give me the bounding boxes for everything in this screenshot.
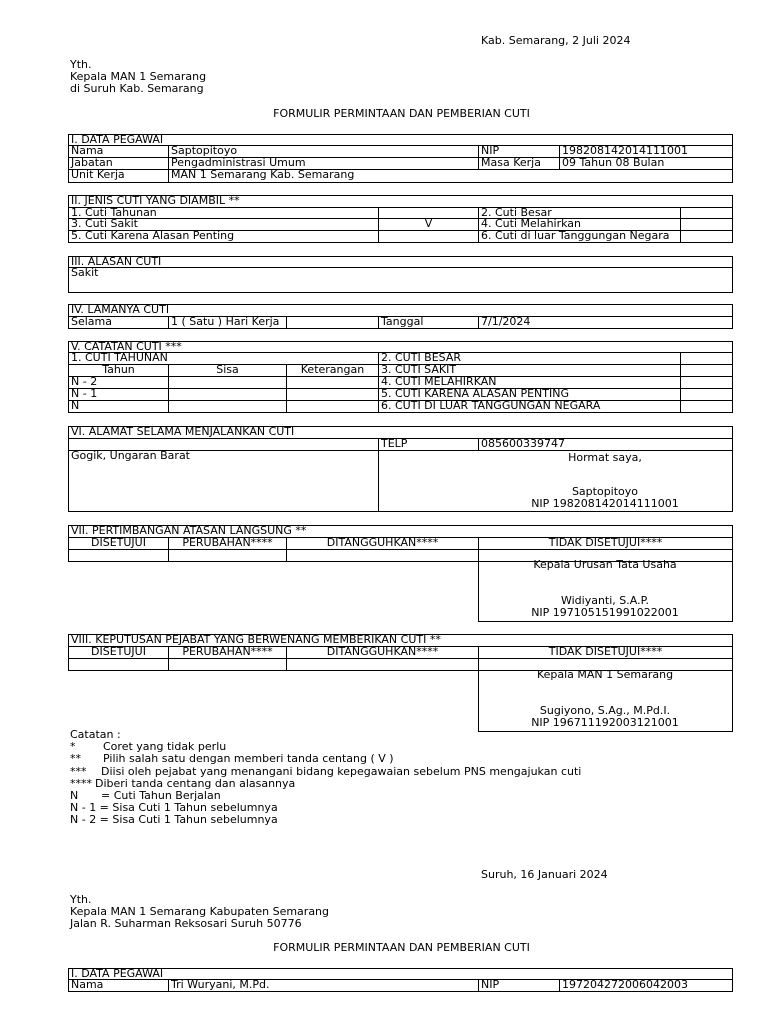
col-disetujui: DISETUJUI <box>68 646 169 659</box>
section-4-header: IV. LAMANYA CUTI <box>68 304 733 317</box>
row-n-sisa <box>168 400 287 413</box>
value-nama: Saptopitoyo <box>168 145 479 158</box>
check-disetujui[interactable] <box>68 658 169 671</box>
value-tanggal: 7/1/2024 <box>478 316 733 329</box>
note-mark: ** <box>70 752 81 765</box>
label-nip: NIP <box>478 145 560 158</box>
label-unit-kerja: Unit Kerja <box>68 169 169 183</box>
col-sisa: Sisa <box>168 364 287 377</box>
check-perubahan[interactable] <box>168 658 287 671</box>
option-cuti-tahunan: 1. Cuti Tahunan <box>68 207 379 219</box>
blank-cell <box>286 316 379 329</box>
note-text: Diisi oleh pejabat yang menangani bidang kepegawaian sebelum PNS mengajukan cuti <box>101 765 582 778</box>
catatan-cuti-luar-tanggungan: 6. CUTI DI LUAR TANGGUNGAN NEGARA <box>378 400 681 413</box>
check-ditangguhkan[interactable] <box>286 658 479 671</box>
note-text: Pilih salah satu dengan memberi tanda centang ( V ) <box>103 752 394 765</box>
value-jabatan: Pengadministrasi Umum <box>168 157 479 170</box>
option-cuti-alasan-penting: 5. Cuti Karena Alasan Penting <box>68 230 379 243</box>
section-3-header: III. ALASAN CUTI <box>68 256 733 268</box>
form-title: FORMULIR PERMINTAAN DAN PEMBERIAN CUTI <box>273 107 530 120</box>
option-cuti-luar-tanggungan: 6. Cuti di luar Tanggungan Negara <box>478 230 681 243</box>
catatan-cuti-sakit: 3. CUTI SAKIT <box>378 364 681 377</box>
option-cuti-melahirkan: 4. Cuti Melahirkan <box>478 218 681 231</box>
check-ditangguhkan[interactable] <box>286 549 479 562</box>
note-mark: * <box>70 740 76 753</box>
note-mark: *** <box>70 765 87 778</box>
recipient-yth: Yth. <box>70 58 92 71</box>
note-text: N - 2 = Sisa Cuti 1 Tahun sebelumnya <box>70 813 278 826</box>
section-5-header: V. CATATAN CUTI *** <box>68 341 733 353</box>
check-cuti-luar-tanggungan[interactable] <box>680 230 733 243</box>
label-tanggal: Tanggal <box>378 316 479 329</box>
col-tahun: Tahun <box>68 364 169 377</box>
catatan-cuti-melahirkan: 4. CUTI MELAHIRKAN <box>378 376 681 389</box>
recipient-name: Kepala MAN 1 Semarang Kabupaten Semarang <box>70 905 330 918</box>
label-nip: NIP <box>478 979 560 992</box>
value-nip: 198208142014111001 <box>559 145 733 158</box>
section-1-header: I. DATA PEGAWAI <box>68 134 733 146</box>
col-perubahan: PERUBAHAN**** <box>168 646 287 659</box>
sign-nip-pegawai: NIP 198208142014111001 <box>531 497 679 510</box>
sign-name-pegawai: Saptopitoyo <box>571 485 639 498</box>
col-disetujui: DISETUJUI <box>68 537 169 550</box>
check-cuti-sakit[interactable]: V <box>378 218 479 231</box>
place-date: Kab. Semarang, 2 Juli 2024 <box>481 34 631 47</box>
note-text: Coret yang tidak perlu <box>103 740 227 753</box>
note-mark: **** <box>70 777 92 790</box>
recipient-address: Jalan R. Suharman Reksosari Suruh 50776 <box>70 917 302 930</box>
note-text: = Cuti Tahun Berjalan <box>101 789 221 802</box>
col-tidak-disetujui: TIDAK DISETUJUI**** <box>478 537 733 550</box>
catatan-cuti-alasan-penting: 5. CUTI KARENA ALASAN PENTING <box>378 388 681 401</box>
row-n-ket <box>286 400 379 413</box>
section-1-header: I. DATA PEGAWAI <box>68 968 733 980</box>
value-selama: 1 ( Satu ) Hari Kerja <box>168 316 287 329</box>
catatan-cuti-besar: 2. CUTI BESAR <box>378 352 681 365</box>
catatan-cuti-luar-tanggungan-value <box>680 400 733 413</box>
check-perubahan[interactable] <box>168 549 287 562</box>
sign-title-pegawai: Hormat saya, <box>568 451 642 464</box>
value-nama: Tri Wuryani, M.Pd. <box>168 979 479 992</box>
option-cuti-sakit: 3. Cuti Sakit <box>68 218 379 231</box>
sign-nip-atasan: NIP 197105151991022001 <box>531 606 679 619</box>
sign-name-pejabat: Sugiyono, S.Ag., M.Pd.I. <box>539 704 671 717</box>
section-7-header: VII. PERTIMBANGAN ATASAN LANGSUNG ** <box>68 525 733 538</box>
col-ditangguhkan: DITANGGUHKAN**** <box>286 646 479 659</box>
section-8-header: VIII. KEPUTUSAN PEJABAT YANG BERWENANG MEMBERIKAN CUTI ** <box>68 634 733 647</box>
value-alamat[interactable]: Gogik, Ungaran Barat <box>68 450 379 512</box>
label-masa-kerja: Masa Kerja <box>478 157 560 170</box>
place-date: Suruh, 16 Januari 2024 <box>481 868 608 881</box>
value-unit-kerja: MAN 1 Semarang Kab. Semarang <box>168 169 733 183</box>
col-ditangguhkan: DITANGGUHKAN**** <box>286 537 479 550</box>
label-jabatan: Jabatan <box>68 157 169 170</box>
col-keterangan: Keterangan <box>286 364 379 377</box>
sign-title-pejabat: Kepala MAN 1 Semarang <box>536 668 674 681</box>
check-disetujui[interactable] <box>68 549 169 562</box>
form-title: FORMULIR PERMINTAAN DAN PEMBERIAN CUTI <box>273 941 530 954</box>
section-6-header: VI. ALAMAT SELAMA MENJALANKAN CUTI <box>68 426 733 439</box>
note-text: N - 1 = Sisa Cuti 1 Tahun sebelumnya <box>70 801 278 814</box>
note-mark: N <box>70 789 79 802</box>
notes-title: Catatan : <box>70 728 121 741</box>
catatan-cuti-tahunan: 1. CUTI TAHUNAN <box>68 352 379 365</box>
row-n-1: N - 1 <box>68 388 169 401</box>
label-nama: Nama <box>68 145 169 158</box>
option-cuti-besar: 2. Cuti Besar <box>478 207 681 219</box>
value-nip: 197204272006042003 <box>559 979 733 992</box>
check-cuti-alasan-penting[interactable] <box>378 230 479 243</box>
value-telp: 085600339747 <box>478 438 733 451</box>
note-text: Diberi tanda centang dan alasannya <box>95 777 296 790</box>
value-masa-kerja: 09 Tahun 08 Bulan <box>559 157 733 170</box>
col-perubahan: PERUBAHAN**** <box>168 537 287 550</box>
label-selama: Selama <box>68 316 169 329</box>
row-n: N <box>68 400 169 413</box>
section-2-header: II. JENIS CUTI YANG DIAMBIL ** <box>68 195 733 208</box>
row-n-2: N - 2 <box>68 376 169 389</box>
label-nama: Nama <box>68 979 169 992</box>
sign-name-atasan: Widiyanti, S.A.P. <box>560 594 650 607</box>
col-tidak-disetujui: TIDAK DISETUJUI**** <box>478 646 733 659</box>
sign-title-atasan: Kepala Urusan Tata Usaha <box>533 558 677 571</box>
label-telp: TELP <box>378 438 479 451</box>
recipient-name: Kepala MAN 1 Semarang <box>70 70 207 83</box>
recipient-yth: Yth. <box>70 893 92 906</box>
value-alasan-cuti[interactable]: Sakit <box>68 267 733 293</box>
sign-nip-pejabat: NIP 196711192003121001 <box>531 716 679 729</box>
recipient-address: di Suruh Kab. Semarang <box>70 82 204 95</box>
